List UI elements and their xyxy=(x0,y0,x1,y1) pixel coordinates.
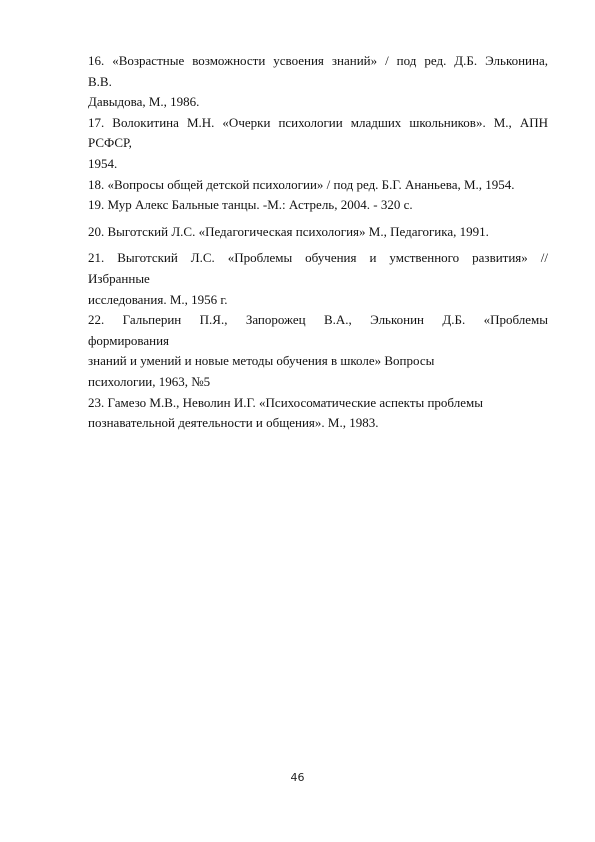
reference-22 xyxy=(88,310,548,392)
reference-16 xyxy=(88,51,548,113)
reference-line: 16. «Возрастные возможности усвоения знаний» / под ред. Д.Б. Эльконина, xyxy=(88,53,548,68)
reference-line: 17. Волокитина М.Н. «Очерки психологии младших школьников». М., АПН xyxy=(88,114,548,130)
reference-19 xyxy=(88,195,548,216)
reference-23 xyxy=(88,393,548,434)
page-number: 46 xyxy=(290,771,305,784)
reference-line: познавательной деятельности и общения». М., 1983. xyxy=(88,415,379,431)
reference-line: РСФСР, xyxy=(88,135,132,151)
reference-17 xyxy=(88,113,548,175)
reference-line: 23. Гамезо М.В., Неволин И.Г. «Психосоматические аспекты проблемы xyxy=(88,394,483,410)
reference-line: В.В. xyxy=(88,73,112,89)
reference-line: 18. «Вопросы общей детской психологии» / под ред. Б.Г. Ананьева, М., 1954. xyxy=(88,176,515,192)
reference-line: Давыдова, М., 1986. xyxy=(88,94,200,110)
reference-line: знаний и умений и новые методы обучения в школе» Вопросы xyxy=(88,353,435,369)
references-list xyxy=(88,51,548,434)
reference-line: 22. Гальперин П.Я., Запорожец В.А., Эльконин Д.Б. «Проблемы xyxy=(88,312,548,328)
reference-line: 1954. xyxy=(88,155,118,171)
reference-21 xyxy=(88,248,548,310)
reference-line: формирования xyxy=(88,332,170,348)
reference-line: 19. Мур Алекс Бальные танцы. -М.: Астрель, 2004. - 320 с. xyxy=(88,197,413,213)
reference-18 xyxy=(88,175,548,196)
reference-line: психологии, 1963, №5 xyxy=(88,373,211,389)
reference-line: Избранные xyxy=(88,270,150,286)
reference-line: исследования. М., 1956 г. xyxy=(88,291,228,307)
reference-line: 21. Выготский Л.С. «Проблемы обучения и умственного развития» // xyxy=(88,250,548,266)
reference-line: 20. Выготский Л.С. «Педагогическая психология» М., Педагогика, 1991. xyxy=(88,223,489,239)
reference-20 xyxy=(88,222,548,243)
